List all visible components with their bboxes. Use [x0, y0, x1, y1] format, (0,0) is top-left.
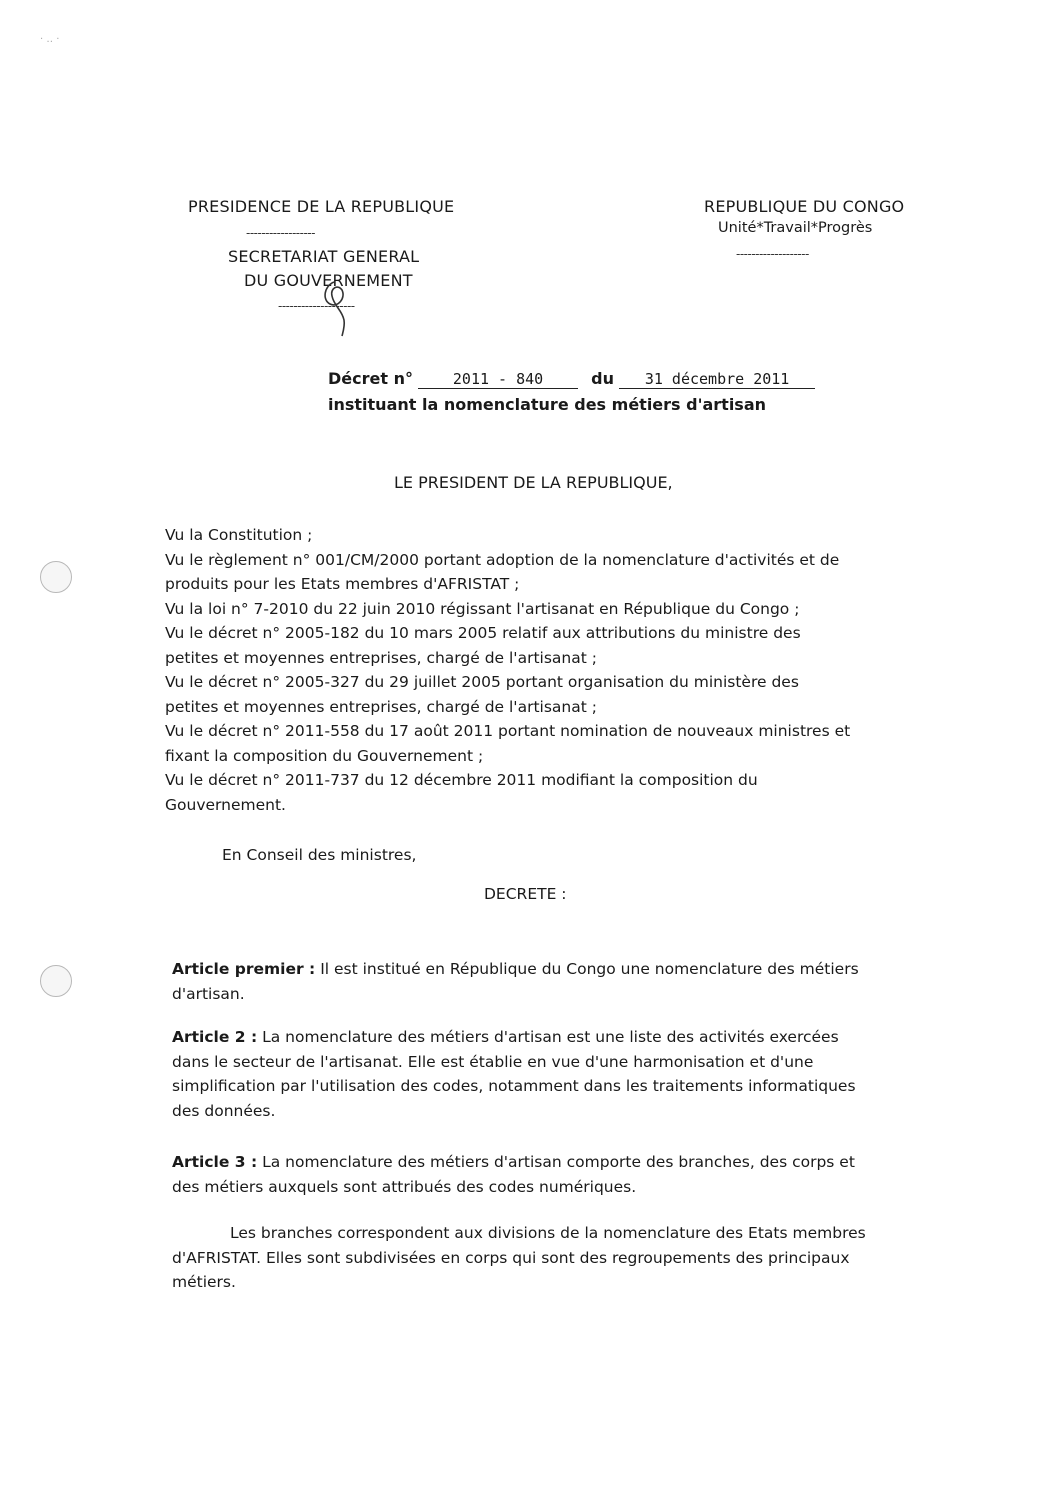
- header-left-divider-2: --------------------: [278, 299, 355, 313]
- branches-paragraph: [172, 1221, 888, 1295]
- secretariat-label: SECRETARIAT GENERAL: [228, 247, 420, 266]
- branches-line: métiers.: [172, 1273, 236, 1291]
- consideration-line: fixant la composition du Gouvernement ;: [165, 746, 484, 765]
- consideration-line: Vu le décret n° 2011-558 du 17 août 2011 portant nomination de nouveaux ministres et: [165, 722, 851, 740]
- branches-line: Les branches correspondent aux divisions de la nomenclature des Etats membres: [230, 1224, 866, 1242]
- punch-hole-top: [40, 561, 72, 593]
- decree-du: du: [591, 369, 614, 388]
- article-3-line: des métiers auxquels sont attribués des codes numériques.: [172, 1177, 637, 1196]
- article-2: [172, 1025, 888, 1123]
- consideration-line: Gouvernement.: [165, 795, 286, 814]
- article-3-label: Article 3 :: [172, 1153, 258, 1171]
- consideration-line: petites et moyennes entreprises, chargé de l'artisanat ;: [165, 648, 597, 667]
- decree-date: 31 décembre 2011: [619, 370, 815, 389]
- article-1-line: Il est institué en République du Congo une nomenclature des métiers: [320, 960, 859, 978]
- punch-hole-bottom: [40, 965, 72, 997]
- header-left-divider: ------------------: [246, 226, 315, 240]
- considerations-block: [165, 523, 850, 817]
- decree-title-line: [328, 369, 815, 389]
- decrete-heading: DECRETE :: [484, 885, 567, 903]
- handwritten-initial-mark: [316, 276, 362, 338]
- scan-mark: · ‥ ·: [40, 34, 60, 45]
- consideration-line: Vu le décret n° 2005-327 du 29 juillet 2005 portant organisation du ministère des: [165, 673, 799, 691]
- consideration-line: petites et moyennes entreprises, chargé de l'artisanat ;: [165, 697, 597, 716]
- consideration-line: Vu le règlement n° 001/CM/2000 portant adoption de la nomenclature d'activités et de: [165, 550, 840, 569]
- consideration-line: Vu la loi n° 7-2010 du 22 juin 2010 régissant l'artisanat en République du Congo ;: [165, 599, 800, 618]
- article-3: [172, 1150, 888, 1199]
- consideration-line: Vu la Constitution ;: [165, 526, 313, 544]
- article-2-line: des données.: [172, 1101, 276, 1120]
- council-line: En Conseil des ministres,: [222, 846, 417, 864]
- consideration-line: produits pour les Etats membres d'AFRISTAT ;: [165, 575, 520, 593]
- article-1-line: d'artisan.: [172, 984, 245, 1003]
- article-2-line: La nomenclature des métiers d'artisan est une liste des activités exercées: [262, 1028, 839, 1046]
- branches-line: d'AFRISTAT. Elles sont subdivisées en corps qui sont des regroupements des principaux: [172, 1248, 850, 1267]
- republique-label: REPUBLIQUE DU CONGO: [704, 197, 905, 216]
- article-3-line: La nomenclature des métiers d'artisan comporte des branches, des corps et: [262, 1153, 855, 1171]
- decree-number: 2011 - 840: [418, 370, 578, 389]
- gouvernement-label: DU GOUVERNEMENT: [244, 271, 413, 290]
- decree-subtitle: instituant la nomenclature des métiers d'artisan: [328, 395, 767, 414]
- decree-prefix: Décret n°: [328, 369, 413, 388]
- consideration-line: Vu le décret n° 2005-182 du 10 mars 2005 relatif aux attributions du ministre des: [165, 624, 801, 642]
- consideration-line: Vu le décret n° 2011-737 du 12 décembre 2011 modifiant la composition du: [165, 771, 758, 789]
- article-2-line: dans le secteur de l'artisanat. Elle est établie en vue d'une harmonisation et d'une: [172, 1052, 814, 1071]
- motto-label: Unité*Travail*Progrès: [718, 220, 873, 236]
- article-1: [172, 957, 888, 1006]
- presidence-label: PRESIDENCE DE LA REPUBLIQUE: [188, 197, 455, 216]
- president-heading: LE PRESIDENT DE LA REPUBLIQUE,: [394, 473, 673, 492]
- article-2-line: simplification par l'utilisation des codes, notamment dans les traitements informatiques: [172, 1077, 856, 1095]
- header-right-divider: -------------------: [736, 247, 809, 261]
- article-1-label: Article premier :: [172, 960, 316, 978]
- article-2-label: Article 2 :: [172, 1028, 258, 1046]
